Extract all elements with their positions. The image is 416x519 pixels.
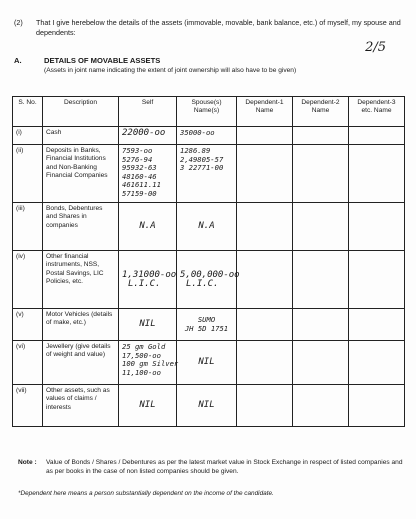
row-spouse-value — [177, 251, 240, 309]
row-description: Deposits in Banks, Financial Institutions and Non-Banking Financial Companies — [43, 145, 119, 203]
row-self-value — [119, 203, 177, 251]
row-dependent-3 — [349, 145, 405, 203]
row-dependent-1 — [237, 341, 293, 385]
movable-assets-table — [12, 96, 405, 427]
row-sno: (ii) — [13, 145, 43, 203]
row-dependent-3 — [349, 251, 405, 309]
row-dependent-1 — [237, 385, 293, 427]
header-self: Self — [119, 97, 177, 127]
header-dependent-1: Dependent-1 Name — [237, 97, 293, 127]
handwritten-value: 11,100-oo — [122, 367, 161, 377]
header-dependent-3: Dependent-3 etc. Name — [349, 97, 405, 127]
handwritten-value: SUMO — [197, 315, 216, 324]
handwritten-value: 1,31000-oo — [122, 270, 177, 281]
row-sno: (vii) — [13, 385, 43, 427]
row-dependent-1 — [237, 309, 293, 341]
handwritten-value: NIL — [139, 319, 156, 330]
row-dependent-2 — [293, 309, 349, 341]
section-title: DETAILS OF MOVABLE ASSETS — [44, 56, 161, 65]
row-dependent-3 — [349, 341, 405, 385]
handwritten-value: 2,49805-57 — [180, 154, 224, 164]
row-sno: (iv) — [13, 251, 43, 309]
row-dependent-1 — [237, 145, 293, 203]
table-row — [13, 127, 405, 145]
handwritten-value: 7593-oo — [122, 146, 153, 155]
row-dependent-1 — [237, 251, 293, 309]
header-spouse: Spouse(s) Name(s) — [177, 97, 237, 127]
row-dependent-2 — [293, 341, 349, 385]
handwritten-value: N.A — [198, 221, 215, 232]
row-dependent-2 — [293, 385, 349, 427]
handwritten-value: NIL — [198, 400, 215, 411]
table-row — [13, 145, 405, 203]
row-spouse-value — [177, 385, 237, 427]
row-spouse-value — [177, 145, 237, 203]
handwritten-value: 5276-94 — [122, 154, 153, 164]
dependent-footnote: *Dependent here means a person substantially dependent on the income of the candidate. — [18, 490, 274, 497]
table-row — [13, 341, 405, 385]
table-row — [13, 385, 405, 427]
handwritten-value: L.I.C. — [186, 278, 219, 289]
row-spouse-value — [177, 127, 237, 145]
row-dependent-1 — [237, 203, 293, 251]
handwritten-value: 48160-46 — [122, 171, 157, 181]
header-sno: S. No. — [13, 97, 43, 127]
handwritten-value: NIL — [198, 357, 215, 368]
row-dependent-2 — [293, 251, 349, 309]
handwritten-value: 22000-oo — [122, 128, 166, 138]
row-dependent-1 — [237, 127, 293, 145]
row-description: Other assets, such as values of claims / interests — [43, 385, 119, 427]
handwritten-value: 461611.11 — [122, 180, 161, 189]
handwritten-value: 25 gm Gold — [122, 342, 166, 351]
row-dependent-3 — [349, 127, 405, 145]
section-note: (Assets in joint name indicating the extent of joint ownership will also have to be given) — [44, 67, 297, 74]
row-self-value — [119, 145, 177, 203]
row-dependent-2 — [293, 203, 349, 251]
row-sno: (v) — [13, 309, 43, 341]
row-description: Jewellery (give details of weight and value) — [43, 341, 119, 385]
handwritten-value: JH 5D 1751 — [184, 323, 229, 333]
table-row — [13, 309, 405, 341]
row-dependent-3 — [349, 309, 405, 341]
row-spouse-value — [177, 341, 237, 385]
row-sno: (i) — [13, 127, 43, 145]
table-header-row — [13, 97, 405, 127]
handwritten-value: 100 gm Silver — [122, 359, 179, 368]
handwritten-value: L.I.C. — [128, 278, 161, 289]
row-description: Bonds, Debentures and Shares in companies — [43, 203, 119, 251]
intro-text: That I give herebelow the details of the assets (immovable, movable, bank balance, etc.) of myself, my spouse and dependents: — [36, 18, 401, 37]
row-dependent-2 — [293, 127, 349, 145]
note-text: Value of Bonds / Shares / Debentures as per the latest market value in Stock Exchange in respect of listed companies and as per books in the case of non listed companies should be given. — [46, 459, 403, 475]
handwritten-value: N.A — [139, 221, 156, 232]
row-self-value — [119, 251, 177, 309]
table-row — [13, 251, 405, 309]
header-dependent-2: Dependent-2 Name — [293, 97, 349, 127]
row-sno: (vi) — [13, 341, 43, 385]
row-dependent-3 — [349, 203, 405, 251]
handwritten-value: 5,00,000-oo — [180, 270, 240, 281]
row-dependent-2 — [293, 145, 349, 203]
handwritten-value: 35000-oo — [180, 128, 215, 137]
row-sno: (iii) — [13, 203, 43, 251]
row-self-value — [119, 385, 177, 427]
header-description: Description — [43, 97, 119, 127]
handwritten-value: 17,500-oo — [122, 350, 161, 360]
row-self-value — [119, 341, 177, 385]
section-letter: A. — [14, 56, 22, 65]
note-label: Note : — [18, 459, 37, 466]
handwritten-value: NIL — [139, 400, 156, 411]
row-dependent-3 — [349, 385, 405, 427]
handwritten-value: 1286.89 — [180, 146, 211, 155]
handwritten-value: 57159-00 — [122, 188, 157, 198]
table-row — [13, 203, 405, 251]
handwritten-page-mark: 2/5 — [365, 40, 386, 55]
row-spouse-value — [177, 203, 237, 251]
handwritten-value: 95932-63 — [122, 163, 157, 172]
section-heading — [14, 56, 161, 65]
intro-number: (2) — [14, 18, 23, 27]
row-description: Cash — [43, 127, 119, 145]
row-self-value — [119, 309, 177, 341]
handwritten-value: 3 22771-00 — [180, 163, 224, 172]
row-self-value — [119, 127, 177, 145]
row-description: Motor Vehicles (details of make, etc.) — [43, 309, 119, 341]
row-spouse-value — [177, 309, 237, 341]
row-description: Other financial instruments, NSS, Postal Savings, LIC Policies, etc. — [43, 251, 119, 309]
